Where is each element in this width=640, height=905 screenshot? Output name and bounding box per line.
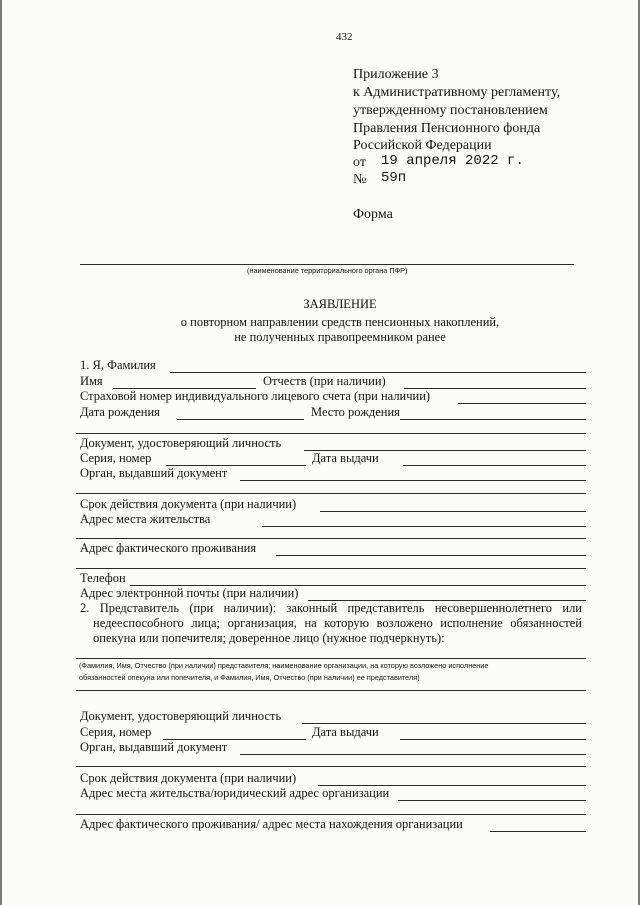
approval-line-3: утвержденному постановлением: [353, 103, 548, 118]
label-patronymic: Отчеств (при наличии): [263, 374, 386, 388]
label-surname: 1. Я, Фамилия: [80, 358, 156, 372]
field-residence[interactable]: [262, 526, 586, 527]
approval-number: 59п: [381, 170, 407, 186]
label-residence: Адрес места жительства: [80, 512, 211, 526]
rep-field-actual-address[interactable]: [490, 831, 586, 832]
rep-field-legal-address[interactable]: [398, 800, 586, 801]
label-series-number: Серия, номер: [80, 451, 152, 465]
field-issuer-cont[interactable]: [76, 493, 586, 494]
label-issuer: Орган, выдавший документ: [80, 466, 228, 480]
rep-label-validity: Срок действия документа (при наличии): [80, 771, 297, 785]
field-surname[interactable]: [170, 372, 586, 373]
field-birth-date[interactable]: [177, 419, 304, 420]
approval-number-label: №: [353, 172, 367, 187]
field-validity[interactable]: [320, 511, 586, 512]
rep-label-issue-date: Дата выдачи: [312, 725, 379, 739]
approval-from-label: от: [353, 155, 366, 170]
field-representative-cont[interactable]: [76, 690, 586, 691]
approval-line-1: Приложение 3: [353, 67, 439, 82]
rep-label-issuer: Орган, выдавший документ: [80, 740, 228, 754]
field-issuer[interactable]: [240, 480, 586, 481]
field-actual-address-cont[interactable]: [76, 568, 586, 569]
rep-label-actual-address: Адрес фактического проживания/ адрес места нахождения организации: [80, 817, 463, 831]
page-number: 432: [336, 31, 353, 43]
rep-field-issue-date[interactable]: [400, 739, 586, 740]
field-snils[interactable]: [458, 403, 586, 404]
rep-field-issuer[interactable]: [240, 754, 586, 755]
approval-line-4: Правления Пенсионного фонда: [353, 121, 541, 136]
label-snils: Страховой номер индивидуального лицевого счета (при наличии): [80, 389, 431, 403]
title-sub-2: не полученных правопреемником ранее: [234, 330, 446, 344]
title-sub-1: о повторном направлении средств пенсионных накоплений,: [180, 315, 500, 329]
label-actual-address: Адрес фактического проживания: [80, 541, 257, 555]
label-phone: Телефон: [80, 571, 126, 585]
rep-caption-2: обязанностей опекуна или попечителя, и Фамилия, Имя, Отчество (при наличии) ее представителя): [79, 673, 420, 682]
scan-left-edge: [0, 0, 2, 905]
rep-paragraph-line-3: опекуна или попечителя; доверенное лицо (нужное подчеркнуть):: [93, 631, 445, 645]
field-birth-place-cont[interactable]: [76, 433, 586, 434]
rep-label-doc: Документ, удостоверяющий личность: [80, 709, 282, 723]
approval-line-2: к Административному регламенту,: [353, 85, 561, 100]
field-issue-date[interactable]: [403, 465, 586, 466]
label-email: Адрес электронной почты (при наличии): [80, 586, 299, 600]
label-issue-date: Дата выдачи: [312, 451, 379, 465]
org-name-line: [80, 264, 574, 265]
field-patronymic[interactable]: [404, 388, 586, 389]
rep-label-legal-address: Адрес места жительства/юридический адрес организации: [80, 786, 390, 800]
field-actual-address[interactable]: [276, 555, 586, 556]
rep-caption-1: (Фамилия, Имя, Отчество (при наличии) представителя; наименование организации, на которую возложено исполнение: [79, 661, 489, 670]
rep-paragraph-line-2: недееспособного лица; организация, на которую возложено исполнение обязанностей: [93, 616, 582, 630]
label-doc: Документ, удостоверяющий личность: [80, 436, 282, 450]
approval-line-5: Российской Федерации: [353, 138, 492, 153]
label-validity: Срок действия документа (при наличии): [80, 497, 297, 511]
title-main: ЗАЯВЛЕНИЕ: [303, 297, 377, 311]
rep-field-legal-address-cont[interactable]: [76, 814, 586, 815]
field-birth-place[interactable]: [400, 419, 586, 420]
rep-label-series-number: Серия, номер: [80, 725, 152, 739]
rep-field-doc[interactable]: [302, 723, 586, 724]
approval-date: 19 апреля 2022 г.: [381, 153, 524, 169]
field-residence-cont[interactable]: [76, 538, 586, 539]
rep-paragraph-line-1: 2. Представитель (при наличии): законный представитель несовершеннолетнего или: [80, 601, 582, 615]
label-birth-place: Место рождения: [311, 405, 400, 419]
label-birth-date: Дата рождения: [80, 405, 160, 419]
org-name-caption: (наименование территориального органа ПФР): [247, 266, 408, 275]
rep-field-issuer-cont[interactable]: [76, 766, 586, 767]
form-label: Форма: [353, 207, 393, 222]
label-name: Имя: [80, 374, 103, 388]
field-representative[interactable]: [76, 658, 586, 659]
